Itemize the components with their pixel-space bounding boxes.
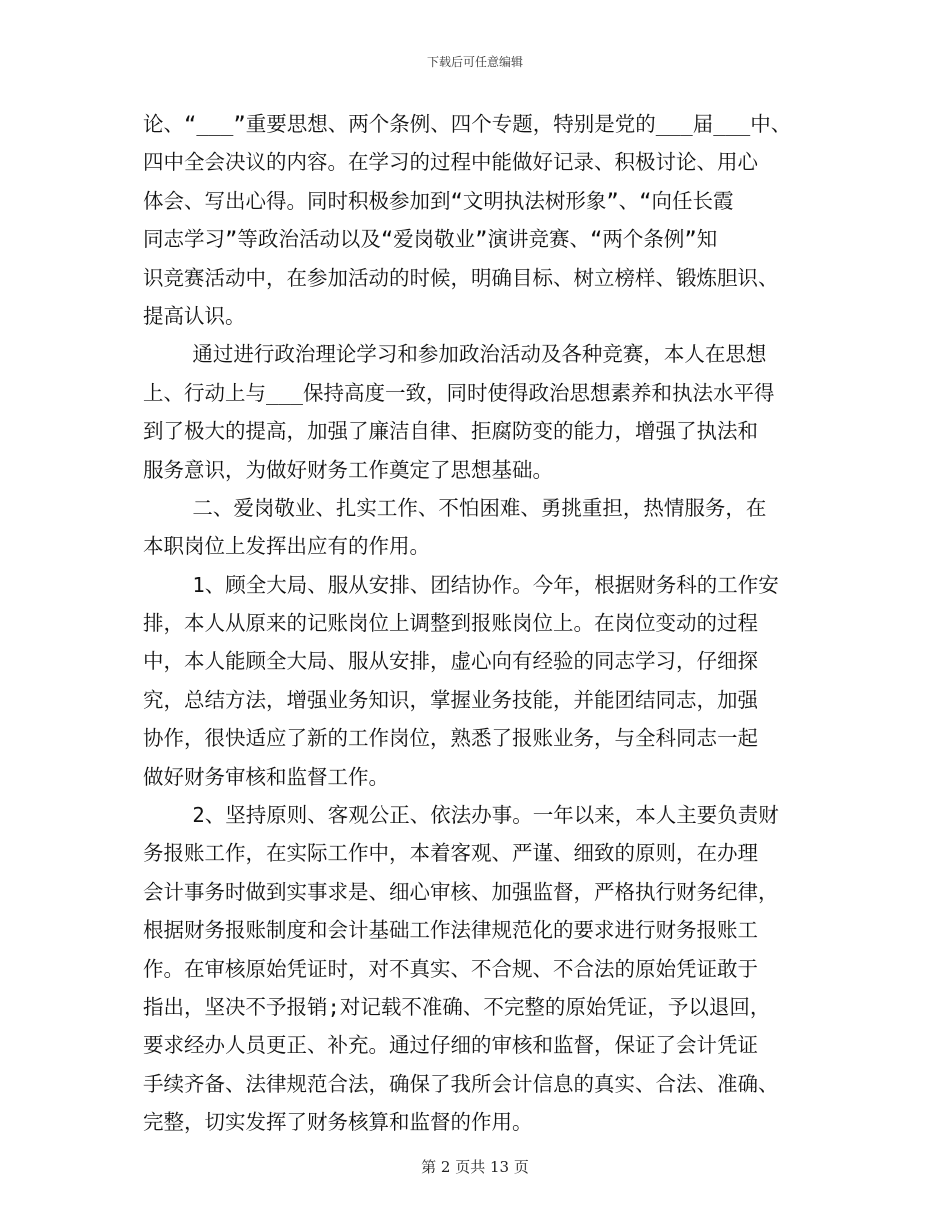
text-line: 四中全会决议的内容。在学习的过程中能做好记录、积极讨论、用心 xyxy=(143,150,758,175)
text-line: 根据财务报账制度和会计基础工作法律规范化的要求进行财务报账工 xyxy=(143,918,758,943)
body-text xyxy=(143,105,813,1142)
text-line: 完整，切实发挥了财务核算和监督的作用。 xyxy=(143,1110,533,1135)
text-line: 要求经办人员更正、补充。通过仔细的审核和监督，保证了会计凭证 xyxy=(143,1033,758,1058)
text-line: 务报账工作，在实际工作中，本着客观、严谨、细致的原则，在办理 xyxy=(143,841,758,866)
text-line: 二、爱岗敬业、扎实工作、不怕困难、勇挑重担，热情服务，在 xyxy=(143,495,767,520)
text-line: 手续齐备、法律规范合法，确保了我所会计信息的真实、合法、准确、 xyxy=(143,1071,779,1096)
text-line: 本职岗位上发挥出应有的作用。 xyxy=(143,534,430,559)
text-line: 同志学习”等政治活动以及“爱岗敬业”演讲竞赛、“两个条例”知 xyxy=(143,227,718,252)
text-line: 到了极大的提高，加强了廉洁自律、拒腐防变的能力，增强了执法和 xyxy=(143,419,758,444)
text-line: 论、“___”重要思想、两个条例、四个专题，特别是党的___届___中、 xyxy=(143,112,792,136)
text-line: 做好财务审核和监督工作。 xyxy=(143,764,389,789)
page-header: 下载后可任意编辑 xyxy=(426,55,523,69)
text-line: 排，本人从原来的记账岗位上调整到报账岗位上。在岗位变动的过程 xyxy=(143,611,758,636)
text-line: 会计事务时做到实事求是、细心审核、加强监督，严格执行财务纪律， xyxy=(143,879,779,904)
text-line: 服务意识，为做好财务工作奠定了思想基础。 xyxy=(143,457,553,482)
page-footer: 第 2 页共 13 页 xyxy=(421,1158,529,1176)
text-line: 协作，很快适应了新的工作岗位，熟悉了报账业务，与全科同志一起 xyxy=(143,726,758,751)
text-line: 究，总结方法，增强业务知识，掌握业务技能，并能团结同志，加强 xyxy=(143,687,758,712)
text-line: 识竞赛活动中，在参加活动的时候，明确目标、树立榜样、锻炼胆识、 xyxy=(143,265,779,290)
text-line: 提高认识。 xyxy=(143,303,246,328)
text-line: 1、顾全大局、服从安排、团结协作。今年，根据财务科的工作安 xyxy=(143,572,779,597)
text-line: 中，本人能顾全大局、服从安排，虚心向有经验的同志学习，仔细探 xyxy=(143,649,758,674)
text-line: 通过进行政治理论学习和参加政治活动及各种竞赛，本人在思想 xyxy=(143,342,767,367)
text-line: 2、坚持原则、客观公正、依法办事。一年以来，本人主要负责财 xyxy=(143,803,779,828)
text-line: 作。在审核原始凭证时，对不真实、不合规、不合法的原始凭证敢于 xyxy=(143,956,758,981)
text-line: 上、行动上与___保持高度一致，同时使得政治思想素养和执法水平得 xyxy=(143,380,775,405)
text-line: 体会、写出心得。同时积极参加到“文明执法树形象”、“向任长霞 xyxy=(143,188,734,213)
text-line: 指出，坚决不予报销;对记载不准确、不完整的原始凭证，予以退回， xyxy=(143,994,771,1019)
